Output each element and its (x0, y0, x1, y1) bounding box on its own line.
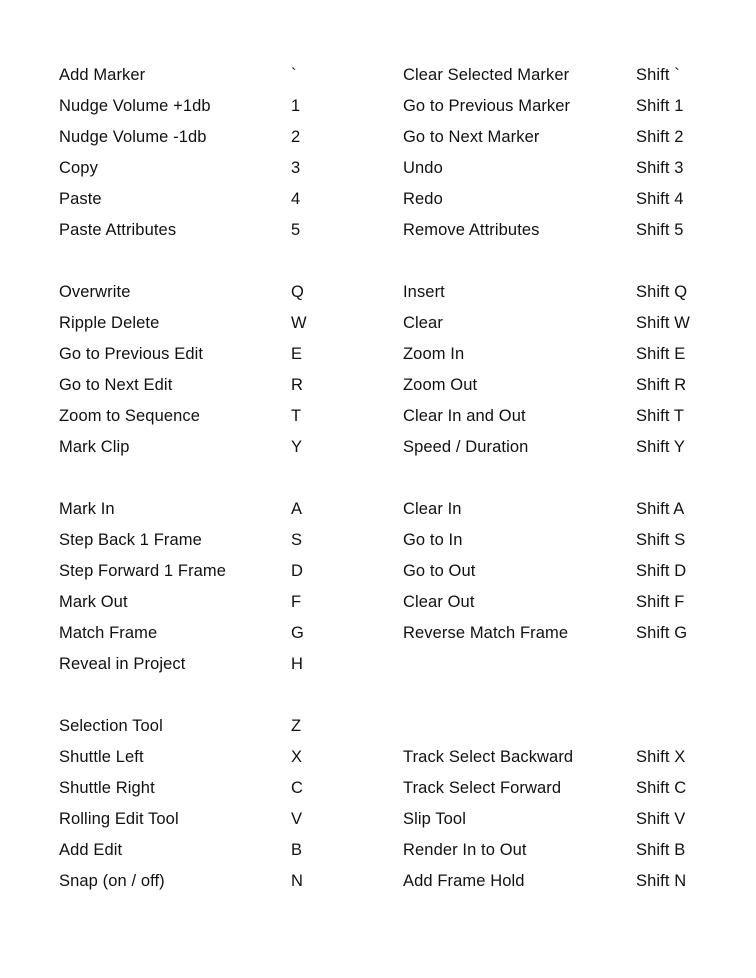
shortcut-row[interactable] (0, 91, 756, 122)
shortcut-key-label: 1 (291, 97, 301, 115)
shortcut-group (0, 60, 756, 246)
shift-shortcut-key-label: Shift 3 (636, 159, 684, 177)
shift-shortcut-action-label: Remove Attributes (403, 221, 540, 239)
shift-shortcut-action-label: Go to Next Marker (403, 128, 540, 146)
shift-shortcut-key-label: Shift ` (636, 66, 680, 84)
shortcut-key-label: S (291, 531, 303, 549)
shortcut-action-label: Ripple Delete (59, 314, 160, 332)
shift-shortcut-action-label: Track Select Backward (403, 748, 574, 766)
shift-shortcut-action-label: Reverse Match Frame (403, 624, 569, 642)
shortcut-key-label: X (291, 748, 303, 766)
shortcut-row[interactable] (0, 494, 756, 525)
shift-shortcut-key-label: Shift D (636, 562, 687, 580)
shortcut-action-label: Overwrite (59, 283, 131, 301)
shortcut-action-label: Match Frame (59, 624, 158, 642)
shortcut-row[interactable] (0, 339, 756, 370)
shortcut-row[interactable] (0, 60, 756, 91)
shortcut-row[interactable] (0, 618, 756, 649)
shift-shortcut-key-label: Shift R (636, 376, 687, 394)
shortcut-action-label: Step Back 1 Frame (59, 531, 202, 549)
shift-shortcut-key-label: Shift E (636, 345, 686, 363)
shortcut-key-label: 5 (291, 221, 301, 239)
shift-shortcut-key-label: Shift Y (636, 438, 686, 456)
shift-shortcut-action-label: Clear Out (403, 593, 475, 611)
shortcut-row[interactable] (0, 184, 756, 215)
shortcut-key-label: E (291, 345, 303, 363)
shortcut-action-label: Paste (59, 190, 102, 208)
shortcut-action-label: Mark Out (59, 593, 128, 611)
shortcut-key-label: T (291, 407, 302, 425)
shortcut-group (0, 711, 756, 897)
shift-shortcut-key-label: Shift S (636, 531, 686, 549)
shift-shortcut-action-label: Go to In (403, 531, 463, 549)
shift-shortcut-action-label: Redo (403, 190, 443, 208)
shortcut-group (0, 494, 756, 680)
shift-shortcut-action-label: Track Select Forward (403, 779, 562, 797)
shortcut-row[interactable] (0, 835, 756, 866)
shortcut-action-label: Selection Tool (59, 717, 163, 735)
shortcut-action-label: Go to Previous Edit (59, 345, 204, 363)
shortcut-key-label: V (291, 810, 303, 828)
shortcut-action-label: Zoom to Sequence (59, 407, 201, 425)
shift-shortcut-key-label: Shift 1 (636, 97, 684, 115)
shortcut-action-label: Add Marker (59, 66, 146, 84)
shift-shortcut-action-label: Speed / Duration (403, 438, 529, 456)
shortcut-key-label: B (291, 841, 303, 859)
shortcut-action-label: Rolling Edit Tool (59, 810, 179, 828)
shift-shortcut-action-label: Add Frame Hold (403, 872, 525, 890)
shortcut-action-label: Shuttle Right (59, 779, 155, 797)
shortcut-row[interactable] (0, 215, 756, 246)
shift-shortcut-key-label: Shift A (636, 500, 685, 518)
shortcut-action-label: Snap (on / off) (59, 872, 165, 890)
shortcut-row[interactable] (0, 866, 756, 897)
shift-shortcut-key-label: Shift Q (636, 283, 688, 301)
shift-shortcut-key-label: Shift V (636, 810, 686, 828)
shortcut-key-label: D (291, 562, 304, 580)
shortcut-row[interactable] (0, 308, 756, 339)
shift-shortcut-action-label: Clear (403, 314, 443, 332)
shortcut-action-label: Mark In (59, 500, 115, 518)
shortcut-row[interactable] (0, 122, 756, 153)
shift-shortcut-key-label: Shift C (636, 779, 687, 797)
shift-shortcut-key-label: Shift T (636, 407, 685, 425)
shift-shortcut-key-label: Shift X (636, 748, 686, 766)
shortcut-row[interactable] (0, 370, 756, 401)
shift-shortcut-action-label: Insert (403, 283, 445, 301)
shortcut-key-label: W (291, 314, 307, 332)
shift-shortcut-action-label: Slip Tool (403, 810, 466, 828)
shortcut-row[interactable] (0, 401, 756, 432)
shortcut-row[interactable] (0, 277, 756, 308)
shortcut-key-label: 2 (291, 128, 301, 146)
shortcut-action-label: Add Edit (59, 841, 123, 859)
shift-shortcut-key-label: Shift 4 (636, 190, 684, 208)
shift-shortcut-key-label: Shift 5 (636, 221, 684, 239)
shortcut-row[interactable] (0, 804, 756, 835)
shift-shortcut-action-label: Go to Previous Marker (403, 97, 571, 115)
shift-shortcut-key-label: Shift G (636, 624, 688, 642)
shortcut-key-label: G (291, 624, 304, 642)
shortcut-row[interactable] (0, 587, 756, 618)
shortcut-action-label: Nudge Volume -1db (59, 128, 207, 146)
shift-shortcut-action-label: Zoom Out (403, 376, 478, 394)
shortcut-key-label: ` (291, 66, 297, 84)
shortcut-action-label: Paste Attributes (59, 221, 177, 239)
shift-shortcut-action-label: Undo (403, 159, 443, 177)
shift-shortcut-key-label: Shift F (636, 593, 685, 611)
shortcut-key-label: 4 (291, 190, 301, 208)
shortcut-key-label: N (291, 872, 304, 890)
shortcut-action-label: Step Forward 1 Frame (59, 562, 227, 580)
shortcut-group (0, 277, 756, 463)
shift-shortcut-key-label: Shift 2 (636, 128, 684, 146)
shortcut-action-label: Copy (59, 159, 98, 177)
shift-shortcut-key-label: Shift B (636, 841, 686, 859)
shortcut-key-label: C (291, 779, 304, 797)
shortcut-key-label: R (291, 376, 304, 394)
shift-shortcut-key-label: Shift W (636, 314, 690, 332)
shortcut-action-label: Go to Next Edit (59, 376, 173, 394)
shift-shortcut-action-label: Clear In and Out (403, 407, 526, 425)
shortcut-action-label: Nudge Volume +1db (59, 97, 211, 115)
shortcut-key-label: Z (291, 717, 302, 735)
shortcut-key-label: H (291, 655, 304, 673)
shift-shortcut-key-label: Shift N (636, 872, 687, 890)
shortcut-action-label: Shuttle Left (59, 748, 144, 766)
shift-shortcut-action-label: Render In to Out (403, 841, 527, 859)
shift-shortcut-action-label: Clear In (403, 500, 462, 518)
shortcut-row[interactable] (0, 432, 756, 463)
shortcut-key-label: Q (291, 283, 304, 301)
shortcut-key-label: F (291, 593, 302, 611)
shift-shortcut-action-label: Zoom In (403, 345, 465, 363)
shortcut-key-label: 3 (291, 159, 301, 177)
shortcut-action-label: Mark Clip (59, 438, 130, 456)
shortcut-row[interactable] (0, 556, 756, 587)
shift-shortcut-action-label: Clear Selected Marker (403, 66, 570, 84)
shortcut-row[interactable] (0, 649, 756, 680)
shortcut-key-label: Y (291, 438, 303, 456)
shortcut-row[interactable] (0, 153, 756, 184)
shortcut-row[interactable] (0, 742, 756, 773)
shortcut-key-label: A (291, 500, 303, 518)
shift-shortcut-action-label: Go to Out (403, 562, 476, 580)
shortcut-row[interactable] (0, 525, 756, 556)
shortcut-action-label: Reveal in Project (59, 655, 186, 673)
shortcut-row[interactable] (0, 773, 756, 804)
shortcut-row[interactable] (0, 711, 756, 742)
